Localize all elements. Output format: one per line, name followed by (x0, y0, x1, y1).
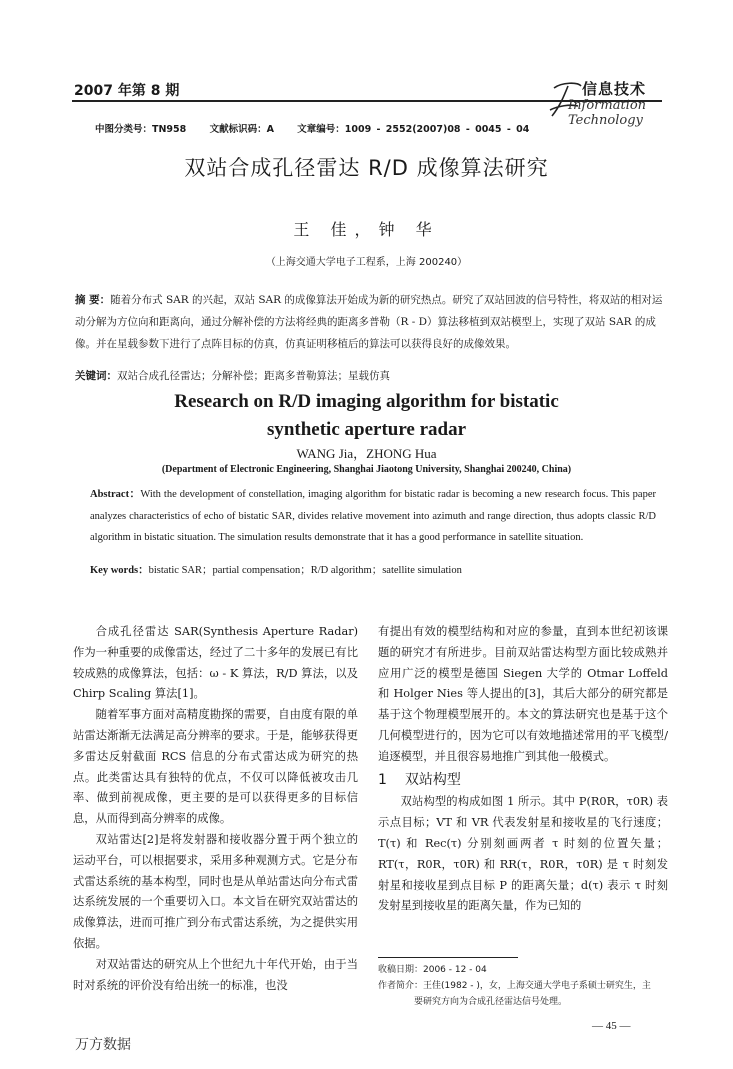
watermark: 万方数据 (75, 1037, 131, 1053)
abstract-chinese (75, 289, 665, 355)
section-title: 双站构型 (404, 771, 461, 788)
received-date: 收稿日期：2006 - 12 - 04 (378, 965, 487, 975)
logo-text-en: Information Technology (568, 98, 647, 128)
footnote-rule (378, 957, 518, 958)
footnote (378, 962, 670, 1010)
keywords-text-en: bistatic SAR；partial compensation；R/D algorithm；satellite simulation (148, 565, 462, 576)
affiliation-chinese: （上海交通大学电子工程系，上海 200240） (265, 257, 468, 268)
keywords-english (90, 562, 656, 577)
abstract-label-cn: 摘 要： (75, 294, 111, 306)
page-number: — 45 — (592, 1020, 631, 1032)
abstract-text-cn: 随着分布式 SAR 的兴起，双站 SAR 的成像算法开始成为新的研究热点。研究了双站回波的信号特性，将双站的相对运动分解为方位向和距离向，通过分解补偿的方法将经典的距离多普勒（R - D）算法移植到双站模型上，实现了双站 SAR 的成像。并在星载参数下进行了点阵目标的仿真，仿真证明移植后的算法可以获得良好的成像效果。 (75, 294, 663, 350)
body-paragraph: 双站构型的构成如图 1 所示。其中 P(R0R，τ0R) 表示点目标；VT 和 VR 代表发射星和接收星的飞行速度；T(τ) 和 Rec(τ) 分别刻画两者 τ 时刻的位置矢量；RT(τ，R0R，τ0R) 和 RR(τ，R0R，τ0R) 是 τ 时刻发射星和接收星到点目标 P 的距离矢量；d(τ) 表示 τ 时刻发射星到接收星的距离矢量，作为已知的 (378, 795, 668, 913)
body-column-left (73, 622, 358, 996)
title-english (0, 388, 733, 444)
document-code: 文献标识码：A (209, 124, 274, 135)
article-meta (95, 121, 547, 135)
title-english-line-1: Research on R/D imaging algorithm for bistatic (174, 391, 559, 412)
body-paragraph: 双站雷达[2]是将发射器和接收器分置于两个独立的运动平台，可以根据要求，采用多种观测方式。它是分布式雷达系统的基本构型，同时也是从单站雷达向分布式雷达系统发展的一个重要切入口。本文旨在研究双站雷达的成像算法，进而可推广到分布式雷达系统，为之提供实用依据。 (73, 832, 358, 950)
title-chinese: 双站合成孔径雷达 R/D 成像算法研究 (184, 156, 549, 180)
body-paragraph-continued: 有提出有效的模型结构和对应的参量，直到本世纪初该课题的研究才有所进步。目前双站雷达构型方面比较成熟并应用广泛的模型是德国 Siegen 大学的 Otmar Loffeld 和 Holger Nies 等人提出的[3]，其后大部分的研究都是基于这个物理模型展开的。本文的算法研究也是基于这个几何模型进行的，因为它可以有效地描述常用的平飞模型/追逐模型，并且很容易地推广到其他一般模式。 (378, 625, 668, 763)
body-paragraph: 对双站雷达的研究从上个世纪九十年代开始，由于当时对系统的评价没有给出统一的标准，也没 (73, 957, 358, 992)
body-paragraph: 合成孔径雷达 SAR(Synthesis Aperture Radar)作为一种重要的成像雷达，经过了二十多年的发展已有比较成熟的成像算法，包括：ω - K 算法，R/D 算法，以及 Chirp Scaling 算法[1]。 (73, 625, 358, 701)
abstract-label-en: Abstract： (90, 489, 141, 500)
clc-number: 中图分类号：TN958 (95, 124, 187, 135)
authors-chinese: 王 佳，钟 华 (293, 220, 440, 239)
author-bio-line-2: 要研究方向为合成孔径雷达信号处理。 (414, 997, 568, 1007)
abstract-text-en: With the development of constellation, imaging algorithm for bistatic radar is becoming a new research focus. This paper analyzes characteristics of echo of bistatic SAR, divides relative movement into azimuth and range direction, thus adopts classic R/D algorithm in bistatic situation. The simulation results demonstrate that it has a good performance in satellite situation. (90, 489, 656, 544)
keywords-label-en: Key words： (90, 565, 149, 576)
title-english-line-2: synthetic aperture radar (266, 419, 467, 440)
body-paragraph: 随着军事方面对高精度勘探的需要，自由度有限的单站雷达渐渐无法满足高分辨率的要求。于是，能够获得更多雷达反射截面 RCS 信息的分布式雷达成为研究的热点。此类雷达具有独特的优点，不仅可以降低被攻击几率、做到前视成像，更主要的是可以获得更多的目标信息，从而得到高分辨率的成像。 (73, 708, 358, 826)
author-bio-line-1: 作者简介：王佳(1982 - )，女，上海交通大学电子系硕士研究生，主 (378, 981, 651, 991)
keywords-chinese (75, 368, 665, 383)
logo-text-cn: 信息技术 (582, 80, 647, 98)
keywords-label-cn: 关键词： (75, 370, 117, 382)
journal-logo (548, 78, 688, 128)
article-number: 文章编号：1009 - 2552(2007)08 - 0045 - 04 (297, 124, 530, 135)
authors-english: WANG Jia，ZHONG Hua (296, 446, 437, 461)
journal-issue: 2007 年第 8 期 (74, 83, 180, 99)
keywords-text-cn: 双站合成孔径雷达；分解补偿；距离多普勒算法；星载仿真 (117, 370, 390, 382)
body-column-right (378, 622, 668, 917)
affiliation-english: (Department of Electronic Engineering, Shanghai Jiaotong University, Shanghai 200240, China) (161, 464, 572, 475)
section-heading (378, 770, 668, 791)
abstract-english (90, 484, 656, 549)
section-number: 1 (378, 771, 387, 788)
